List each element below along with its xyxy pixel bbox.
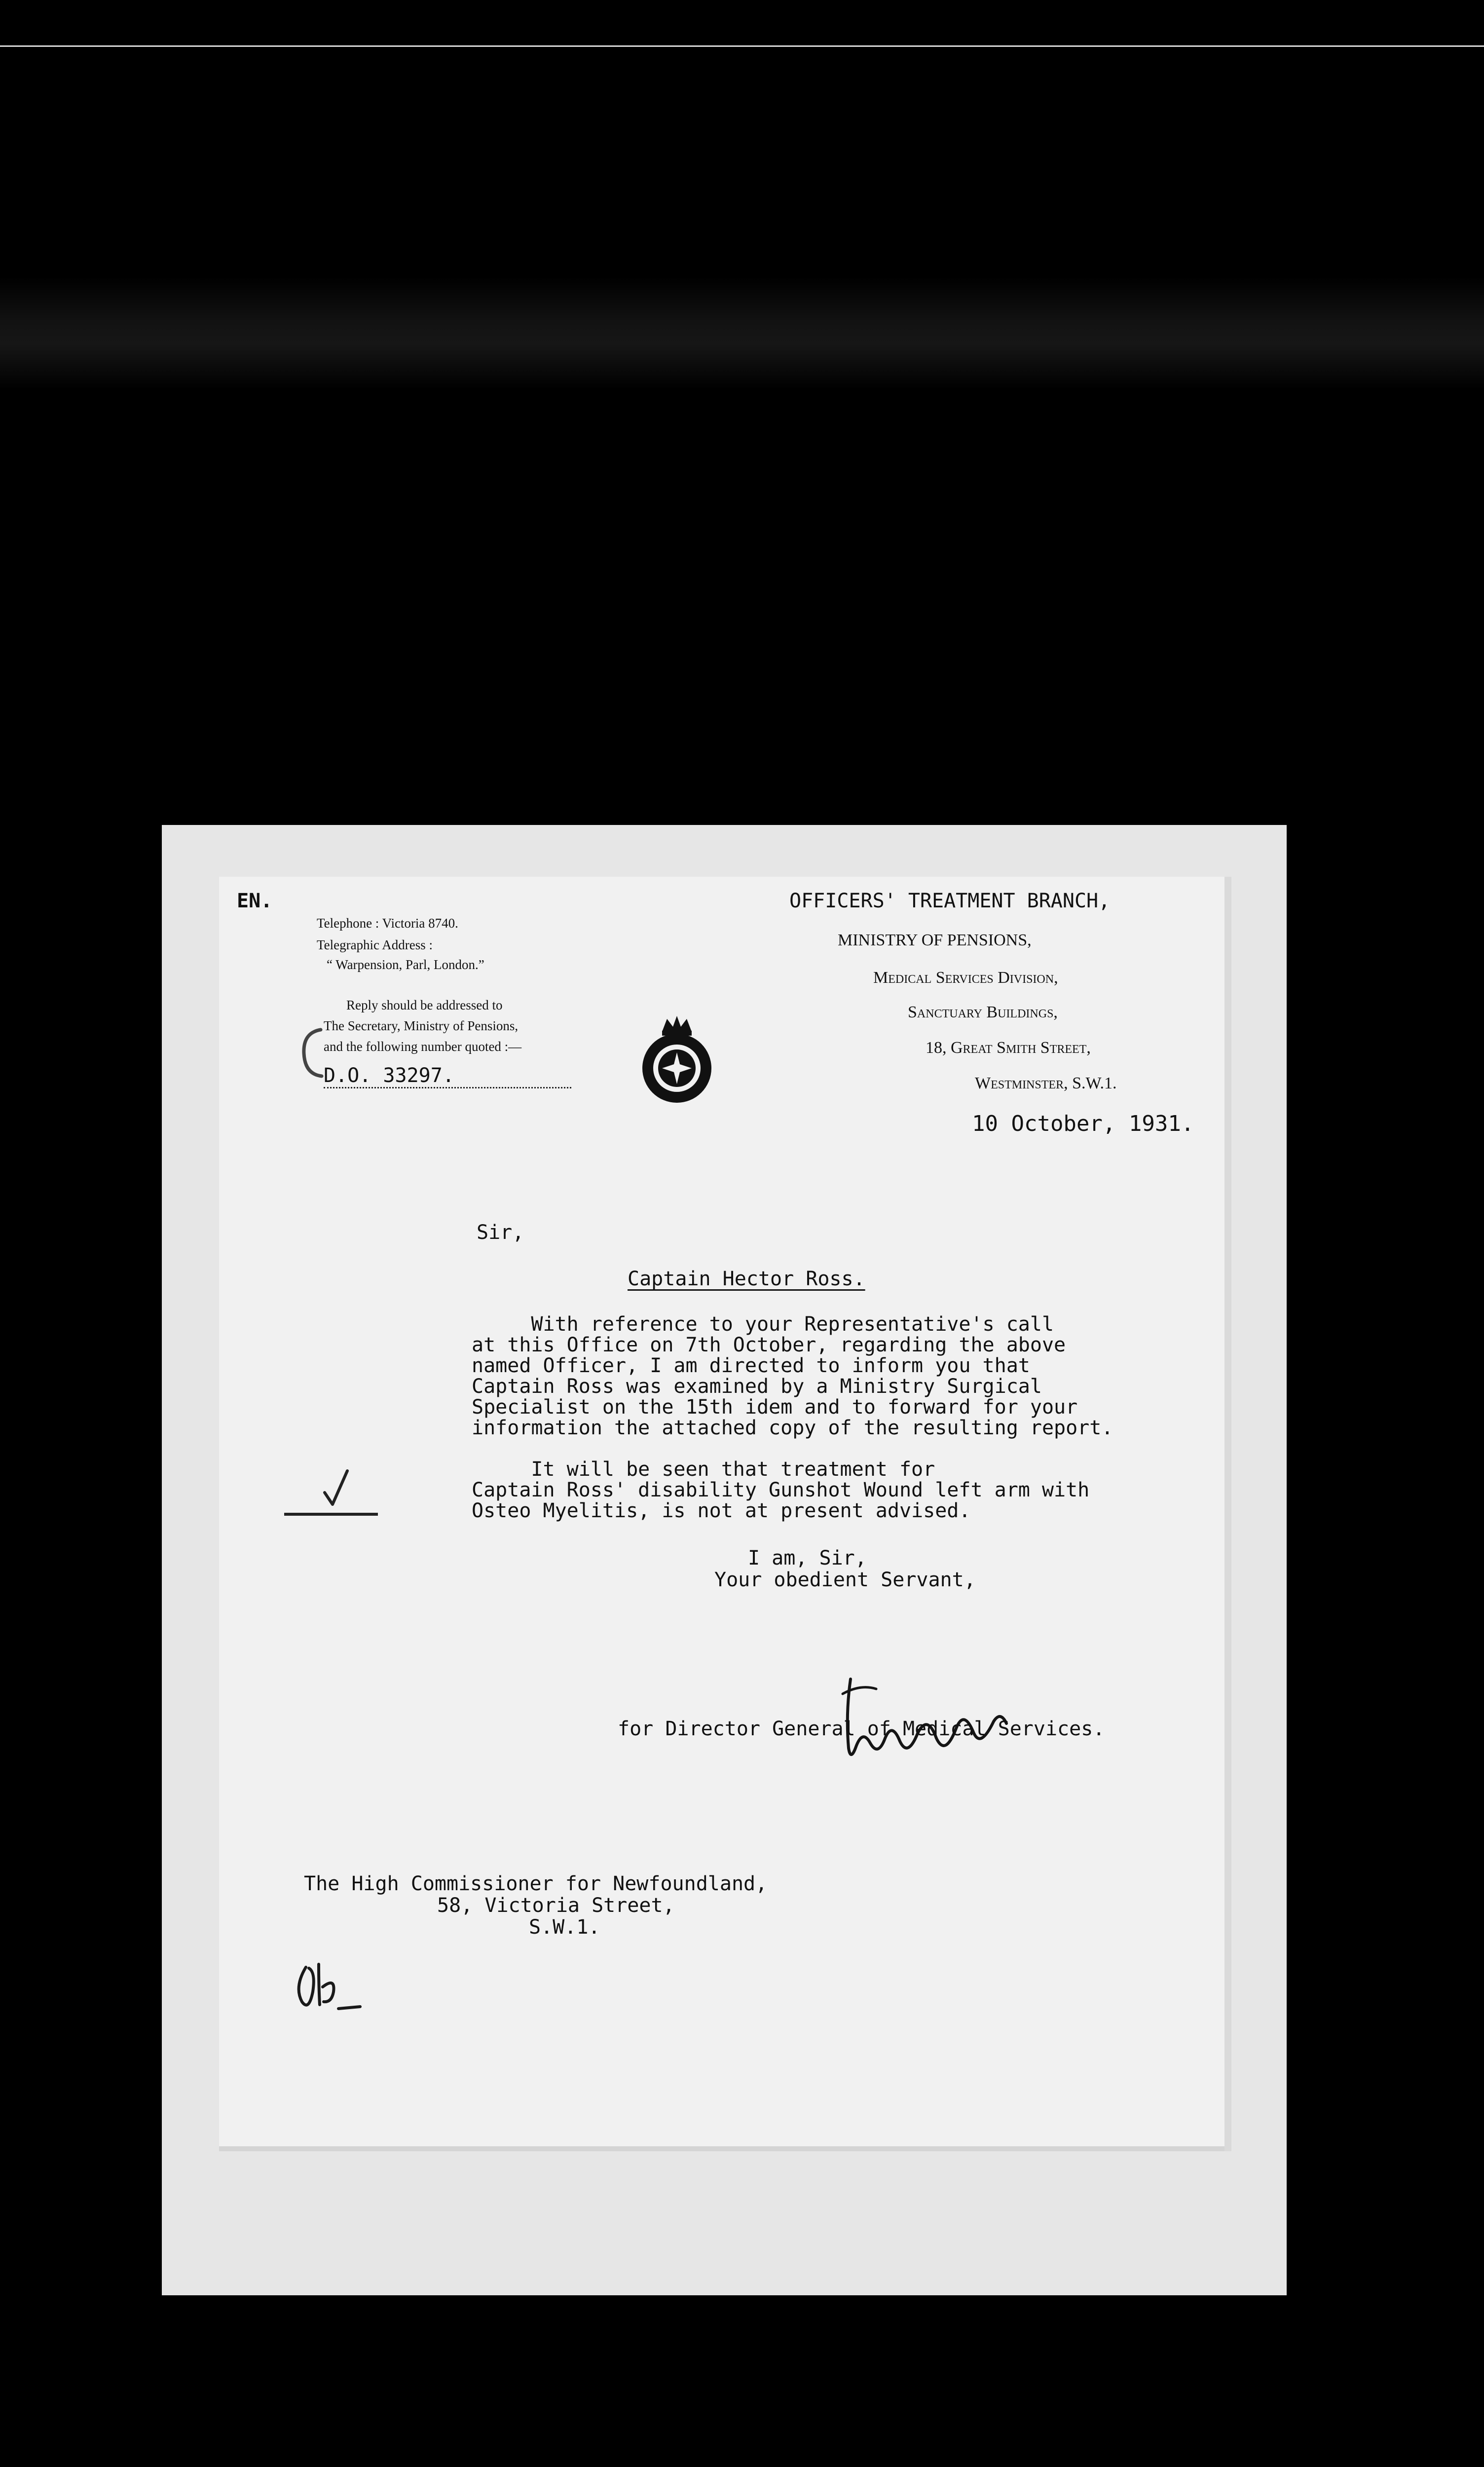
scan-edge-line [0, 45, 1484, 47]
ministry-crest-icon [637, 1009, 716, 1108]
handwritten-c-mark-icon [300, 1023, 325, 1082]
body-line: Specialist on the 15th idem and to forward for your [472, 1396, 1078, 1419]
addressee-line: S.W.1. [529, 1916, 600, 1939]
body-line: It will be seen that treatment for [472, 1458, 935, 1481]
reference-dotted-rule [324, 1087, 571, 1088]
telegraphic-address: “ Warpension, Parl, London.” [327, 957, 484, 972]
division-name: Medical Services Division, [873, 969, 1058, 987]
body-line: Captain Ross' disability Gunshot Wound left arm with [472, 1479, 1090, 1501]
body-line: at this Office on 7th October, regarding the above [472, 1334, 1066, 1356]
buildings-name: Sanctuary Buildings, [908, 1003, 1058, 1021]
signature-for-line: for Director General of Medical Services. [618, 1718, 1105, 1740]
letter-date: 10 October, 1931. [972, 1111, 1194, 1136]
letter-subject: Captain Hector Ross. [628, 1268, 865, 1290]
salutation: Sir, [477, 1221, 524, 1244]
closing-line-1: I am, Sir, [748, 1547, 867, 1570]
body-line: information the attached copy of the resulting report. [472, 1417, 1113, 1439]
ministry-name: MINISTRY OF PENSIONS, [838, 931, 1032, 949]
addressee-line: The High Commissioner for Newfoundland, [304, 1872, 768, 1895]
branch-name: OFFICERS' TREATMENT BRANCH, [789, 890, 1111, 912]
handwritten-initials-icon [291, 1957, 365, 2017]
telephone-line: Telephone : Victoria 8740. [317, 916, 458, 931]
check-mark-icon [281, 1465, 380, 1519]
body-line: Captain Ross was examined by a Ministry Surgical [472, 1375, 1042, 1398]
reply-instruction-3: and the following number quoted :— [324, 1039, 522, 1054]
reply-instruction-1: Reply should be addressed to [346, 998, 503, 1012]
letter-page [219, 877, 1231, 2151]
scan-background-band [0, 276, 1484, 390]
ref-initials: EN. [237, 890, 273, 912]
addressee-line: 58, Victoria Street, [437, 1894, 675, 1917]
reference-number: D.O. 33297. [324, 1064, 454, 1087]
body-line: Osteo Myelitis, is not at present advised. [472, 1499, 971, 1522]
document-mount [162, 825, 1287, 2295]
reply-instruction-2: The Secretary, Ministry of Pensions, [324, 1018, 519, 1033]
body-line: named Officer, I am directed to inform you that [472, 1354, 1030, 1377]
telegraphic-label: Telegraphic Address : [317, 937, 433, 952]
closing-line-2: Your obedient Servant, [714, 1569, 976, 1591]
body-line: With reference to your Representative's call [472, 1313, 1054, 1336]
district-address: Westminster, S.W.1. [975, 1074, 1117, 1092]
street-address: 18, Great Smith Street, [926, 1039, 1091, 1057]
